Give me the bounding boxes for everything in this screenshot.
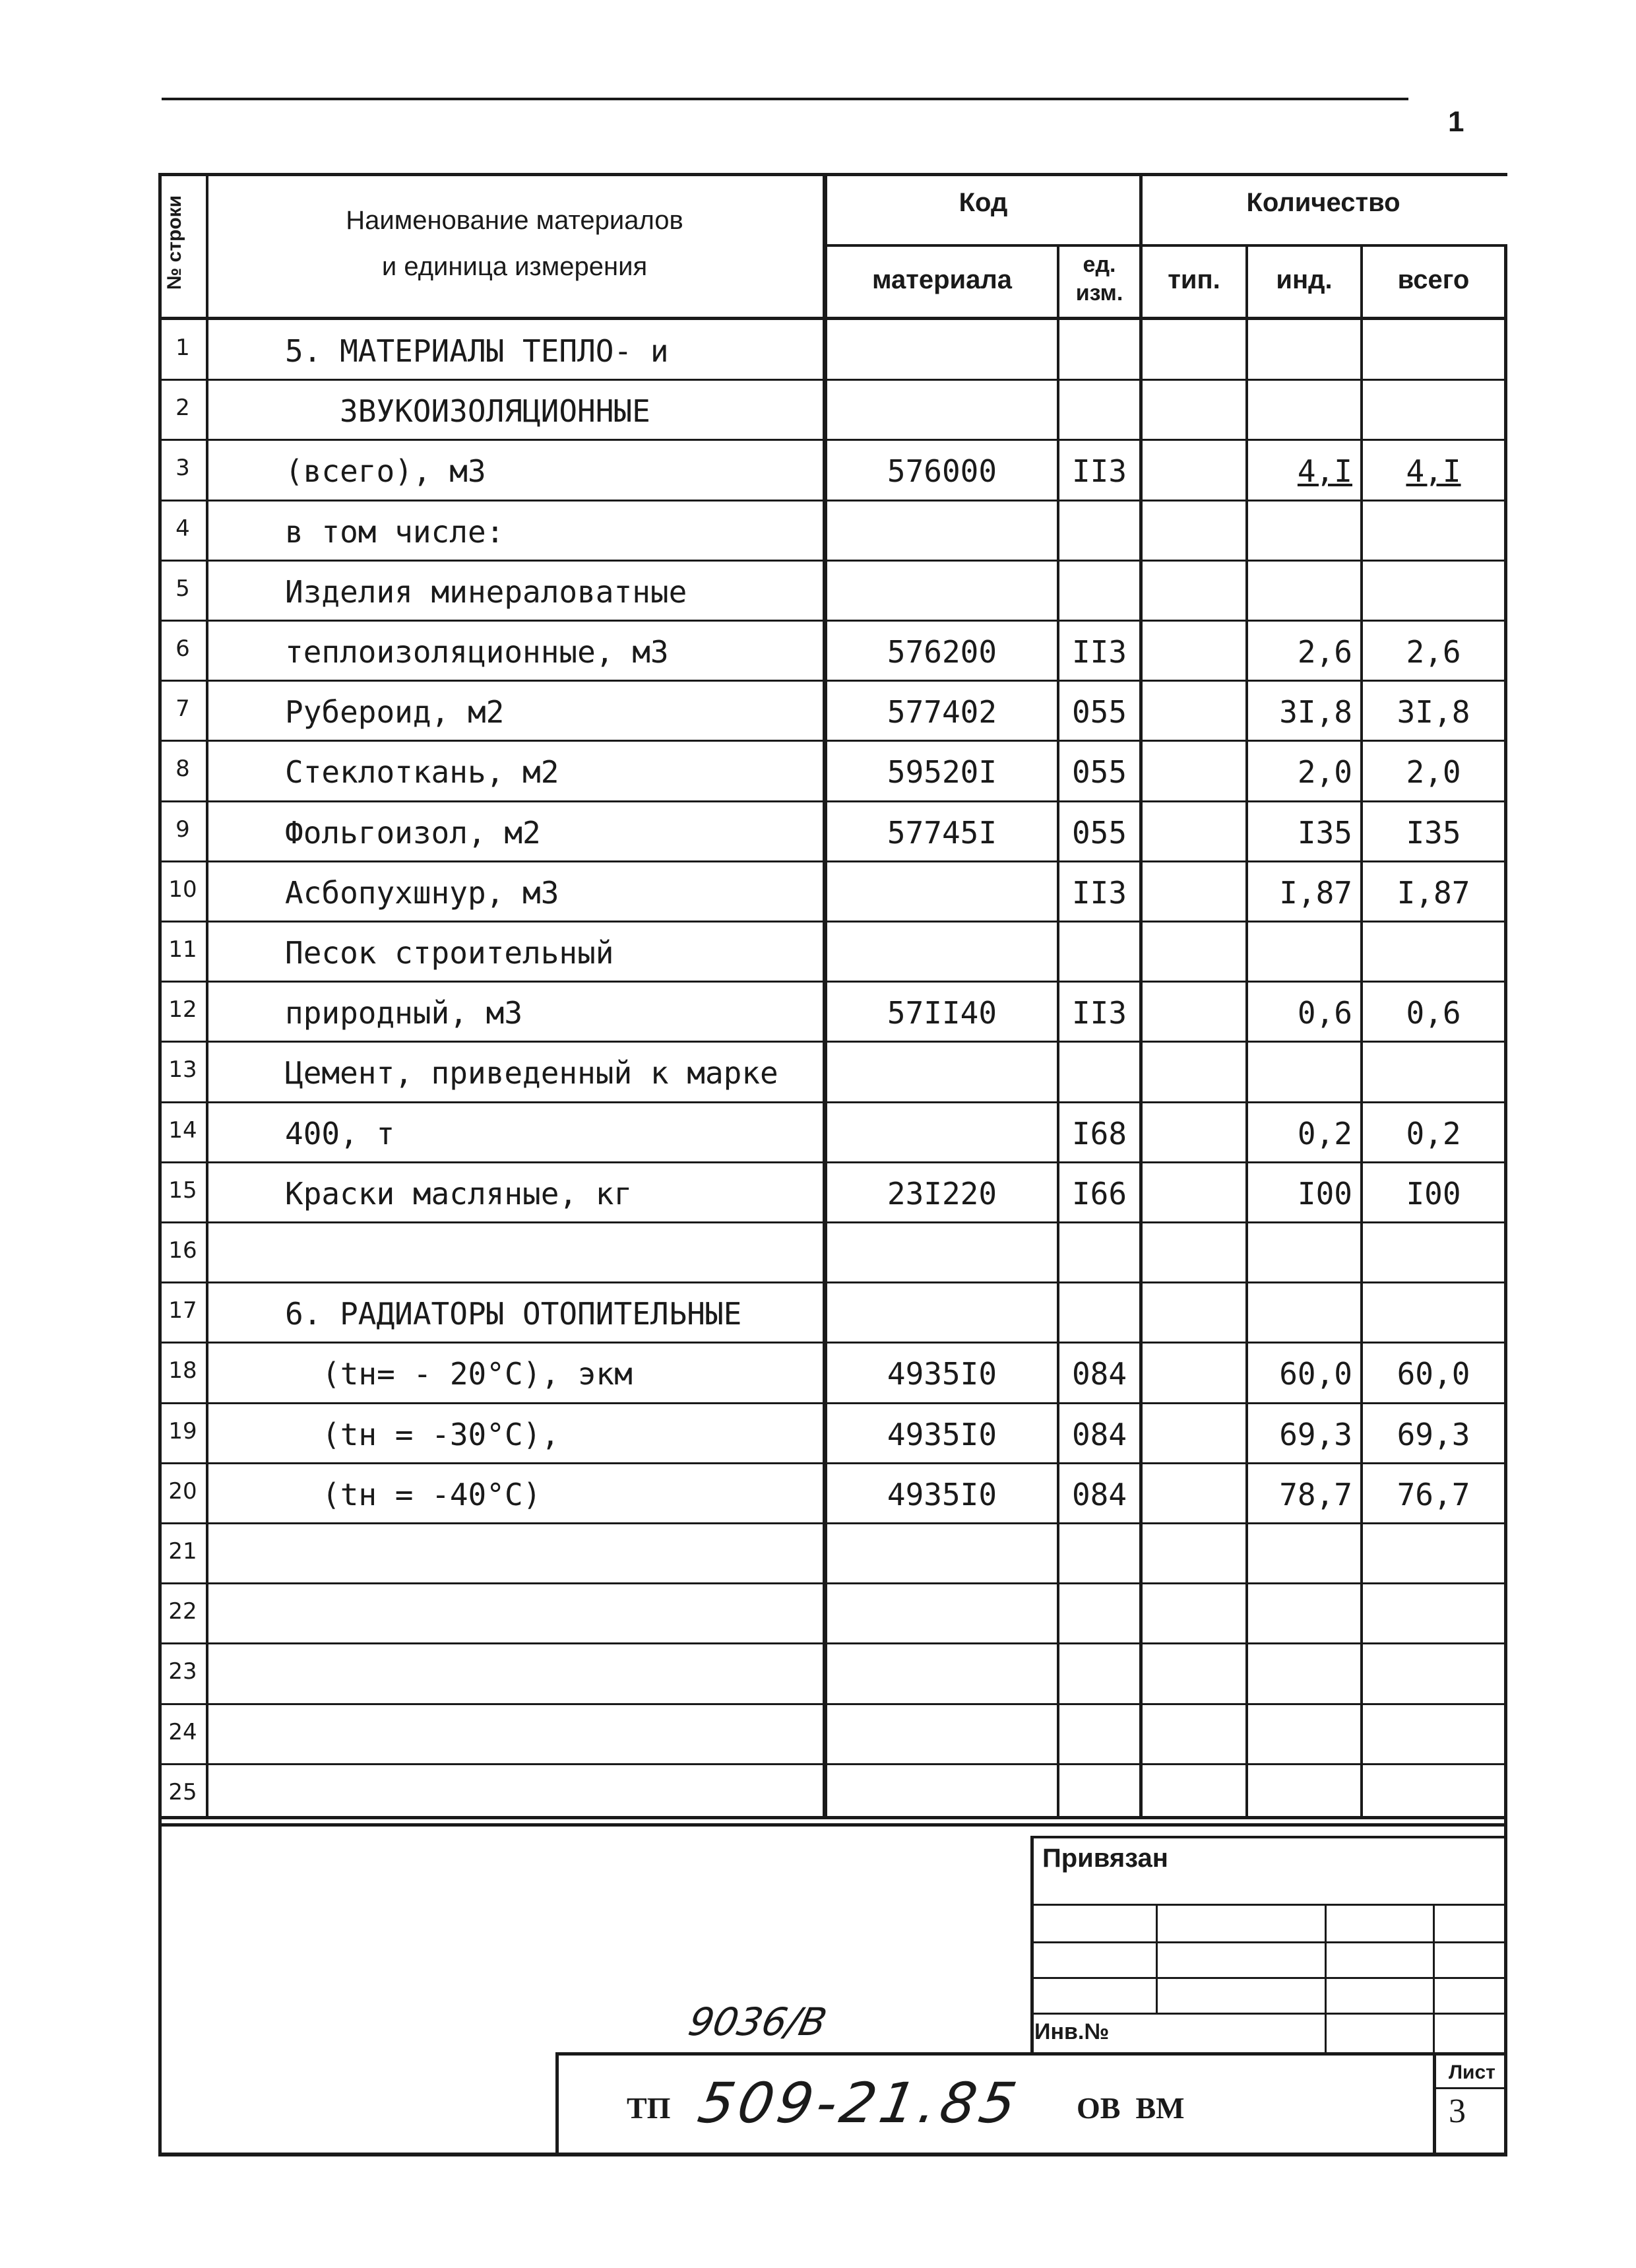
row-name: Краски масляные, кг (285, 1175, 633, 1212)
header-col-ind: инд. (1276, 265, 1333, 294)
cell-code: 576200 (887, 634, 997, 670)
cell-unit: I66 (1071, 1175, 1127, 1212)
row-number: 3 (175, 455, 190, 482)
sheet-number: 3 (1449, 2092, 1466, 2130)
row-number: 12 (168, 996, 197, 1023)
cell-ind: 78,7 (1279, 1476, 1352, 1512)
row-number: 5 (175, 575, 190, 602)
cell-unit: II3 (1071, 874, 1127, 911)
header-col-material: материала (871, 265, 1013, 294)
row-name: Стеклоткань, м2 (285, 754, 559, 791)
row-number: 6 (175, 635, 190, 662)
cell-unit: 084 (1071, 1476, 1127, 1512)
row-number: 11 (168, 936, 197, 963)
row-name: 6. РАДИАТОРЫ ОТОПИТЕЛЬНЫЕ (285, 1296, 742, 1332)
cell-ind: 69,3 (1279, 1416, 1352, 1452)
row-number: 23 (168, 1658, 197, 1685)
cell-ind: 2,0 (1297, 754, 1352, 791)
cell-ind: 2,6 (1297, 634, 1352, 670)
header-qty-group: Количество (1246, 188, 1400, 217)
row-number: 8 (175, 756, 190, 783)
header-row-no: № строки (164, 195, 185, 290)
header-col-total: всего (1397, 265, 1470, 294)
cell-total: 0,6 (1406, 995, 1461, 1031)
row-name: Песок строительный (285, 935, 614, 971)
row-name: Фольгоизол, м2 (285, 814, 541, 851)
cell-code: 4935I0 (887, 1356, 997, 1392)
cell-code: 57745I (887, 814, 997, 851)
row-number: 16 (168, 1237, 197, 1264)
cell-ind: I,87 (1279, 874, 1352, 911)
cell-total: 2,6 (1406, 634, 1461, 670)
top-rule (162, 98, 1408, 100)
cell-unit: 084 (1071, 1356, 1127, 1392)
cell-unit: I68 (1071, 1115, 1127, 1151)
cell-ind: 4,I (1297, 453, 1352, 490)
cell-code: 4935I0 (887, 1416, 997, 1452)
cell-unit: II3 (1071, 453, 1127, 490)
row-number: 10 (168, 876, 197, 903)
row-name: 5. МАТЕРИАЛЫ ТЕПЛО- и (285, 333, 669, 369)
cell-unit: 084 (1071, 1416, 1127, 1452)
header-col-unit-2: изм. (1075, 280, 1123, 306)
cell-ind: 3I,8 (1279, 694, 1352, 730)
row-name: (tн = -40°С) (322, 1476, 542, 1512)
cell-total: 76,7 (1397, 1476, 1470, 1512)
cell-total: I35 (1406, 814, 1461, 851)
inv-label: Инв.№ (1034, 2019, 1110, 2044)
row-number: 19 (168, 1417, 197, 1444)
row-number: 18 (168, 1357, 197, 1384)
cell-total: I00 (1406, 1175, 1461, 1212)
header-col-typ: тип. (1168, 265, 1220, 294)
cell-ind: I00 (1297, 1175, 1352, 1212)
cell-ind: 60,0 (1279, 1356, 1352, 1392)
cell-total: 0,2 (1406, 1115, 1461, 1151)
cell-unit: 055 (1071, 754, 1127, 791)
row-number: 13 (168, 1056, 197, 1084)
header-name-line1: Наименование материалов (346, 206, 683, 235)
header-col-unit-1: ед. (1083, 252, 1116, 277)
row-name: (tн= - 20°С), экм (322, 1356, 633, 1392)
cell-total: I,87 (1397, 874, 1470, 911)
cell-code: 59520I (887, 754, 997, 791)
cell-unit: 055 (1071, 694, 1127, 730)
row-name: (всего), м3 (285, 453, 486, 490)
cell-total: 4,I (1406, 453, 1461, 490)
doc-prefix: ТП (627, 2091, 671, 2125)
cell-total: 2,0 (1406, 754, 1461, 791)
header-code-group: Код (959, 188, 1008, 217)
header-name-line2: и единица измерения (381, 252, 648, 281)
row-number: 21 (168, 1538, 197, 1565)
cell-unit: II3 (1071, 995, 1127, 1031)
row-number: 17 (168, 1297, 197, 1324)
linked-label: Привязан (1042, 1844, 1168, 1873)
cell-unit: 055 (1071, 814, 1127, 851)
cell-code: 57II40 (887, 995, 997, 1031)
cell-code: 576000 (887, 453, 997, 490)
row-number: 9 (175, 816, 190, 843)
cell-total: 3I,8 (1397, 694, 1470, 730)
sheet-label: Лист (1449, 2061, 1495, 2083)
row-name: (tн = -30°С), (322, 1416, 560, 1452)
row-number: 1 (175, 335, 190, 361)
row-number: 25 (168, 1778, 197, 1805)
row-name: теплоизоляционные, м3 (285, 634, 669, 670)
row-name: ЗВУКОИЗОЛЯЦИОННЫЕ (340, 393, 650, 430)
cell-total: 69,3 (1397, 1416, 1470, 1452)
row-number: 2 (175, 395, 190, 422)
row-number: 7 (175, 696, 190, 723)
row-number: 24 (168, 1718, 197, 1745)
row-name: 400, т (285, 1115, 395, 1151)
doc-number: 509-21.85 (693, 2071, 1025, 2135)
cell-ind: 0,2 (1297, 1115, 1352, 1151)
row-name: Изделия минераловатные (285, 573, 687, 610)
cell-code: 4935I0 (887, 1476, 997, 1512)
page-mark: 1 (1448, 106, 1464, 138)
row-number: 22 (168, 1598, 197, 1625)
row-name: в том числе: (285, 513, 505, 550)
row-name: Цемент, приведенный к марке (285, 1055, 778, 1091)
handwritten-number: 9036/В (684, 1999, 831, 2044)
row-number: 14 (168, 1117, 197, 1144)
cell-code: 23I220 (887, 1175, 997, 1212)
row-name: Асбопухшнур, м3 (285, 874, 559, 911)
cell-ind: 0,6 (1297, 995, 1352, 1031)
row-number: 4 (175, 515, 190, 542)
cell-code: 577402 (887, 694, 997, 730)
row-number: 20 (168, 1477, 197, 1505)
row-number: 15 (168, 1177, 197, 1204)
cell-total: 60,0 (1397, 1356, 1470, 1392)
cell-unit: II3 (1071, 634, 1127, 670)
doc-suffix: ОВ ВМ (1077, 2091, 1185, 2125)
row-name: Рубероид, м2 (285, 694, 505, 730)
cell-ind: I35 (1297, 814, 1352, 851)
row-name: природный, м3 (285, 995, 523, 1031)
